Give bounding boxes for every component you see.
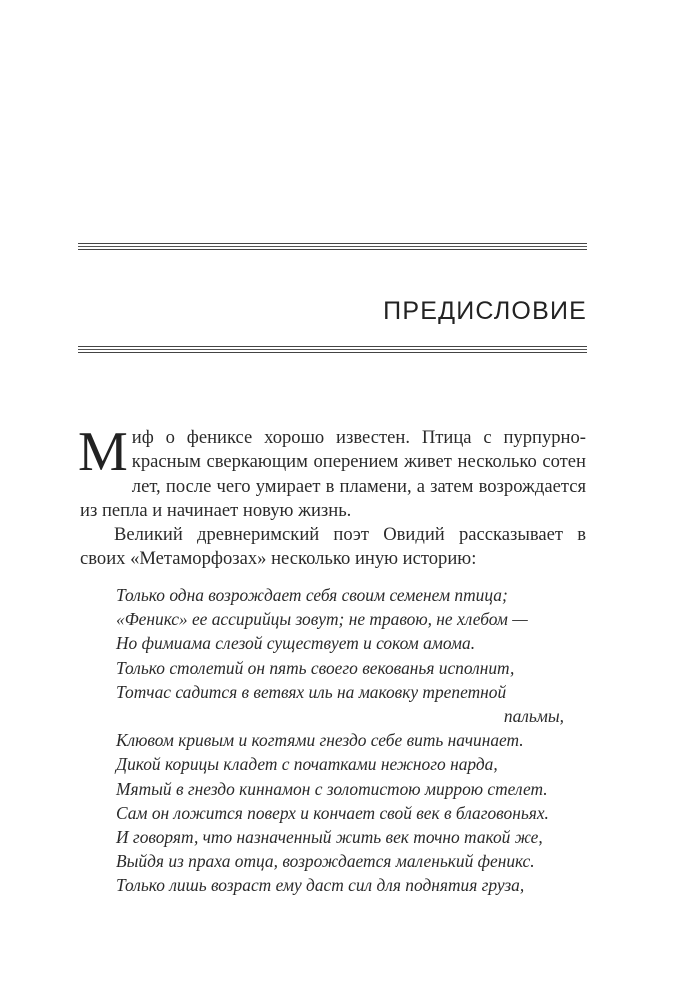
- divider-line: [78, 246, 587, 247]
- paragraph-2: Великий древнеримский поэт Овидий рассказывает в своих «Метаморфозах» несколько иную историю:: [80, 524, 586, 570]
- divider-line: [78, 352, 587, 353]
- verse-line: Только столетий он пять своего векованья исполнит,: [116, 657, 515, 678]
- prose-body: [78, 421, 586, 572]
- verse-line-continuation: пальмы,: [503, 706, 564, 727]
- verse-line: «Феникс» ее ассирийцы зовут; не травою, не хлебом —: [116, 609, 528, 630]
- divider-line: [78, 243, 587, 244]
- paragraph-1-text: иф о фениксе хорошо известен. Птица с пурпурно-красным сверкающим оперением живет несколько сотен лет, после чего умирает в пламени, а затем возрождается из пепла и начинает новую жизнь.: [80, 427, 586, 521]
- verse-line: Выйдя из праха отца, возрождается маленький феникс.: [116, 851, 535, 872]
- drop-cap: М: [78, 421, 128, 483]
- verse-line: Мятый в гнездо киннамон с золотистою миррою стелет.: [116, 778, 548, 799]
- verse-line: Сам он ложится поверх и кончает свой век в благовоньях.: [116, 802, 549, 823]
- divider-line: [78, 346, 587, 347]
- verse-line: И говорят, что назначенный жить век точно такой же,: [116, 827, 543, 848]
- verse-line: Тотчас садится в ветвях иль на маковку трепетной: [116, 681, 507, 702]
- chapter-title: ПРЕДИСЛОВИЕ: [383, 296, 587, 325]
- verse-line: Клювом кривым и когтями гнездо себе вить начинает.: [116, 730, 524, 751]
- top-divider: [78, 243, 587, 251]
- divider-line: [78, 349, 587, 350]
- verse-quote: [116, 583, 564, 898]
- verse-line: Но фимиама слезой существует и соком амома.: [116, 633, 476, 654]
- verse-line: Только лишь возраст ему даст сил для поднятия груза,: [116, 875, 525, 896]
- paragraph-1: [78, 421, 586, 523]
- verse-line: Дикой корицы кладет с початками нежного нарда,: [116, 754, 498, 775]
- divider-line: [78, 249, 587, 250]
- bottom-divider: [78, 346, 587, 354]
- verse-line: Только одна возрождает себя своим семенем птица;: [116, 585, 508, 605]
